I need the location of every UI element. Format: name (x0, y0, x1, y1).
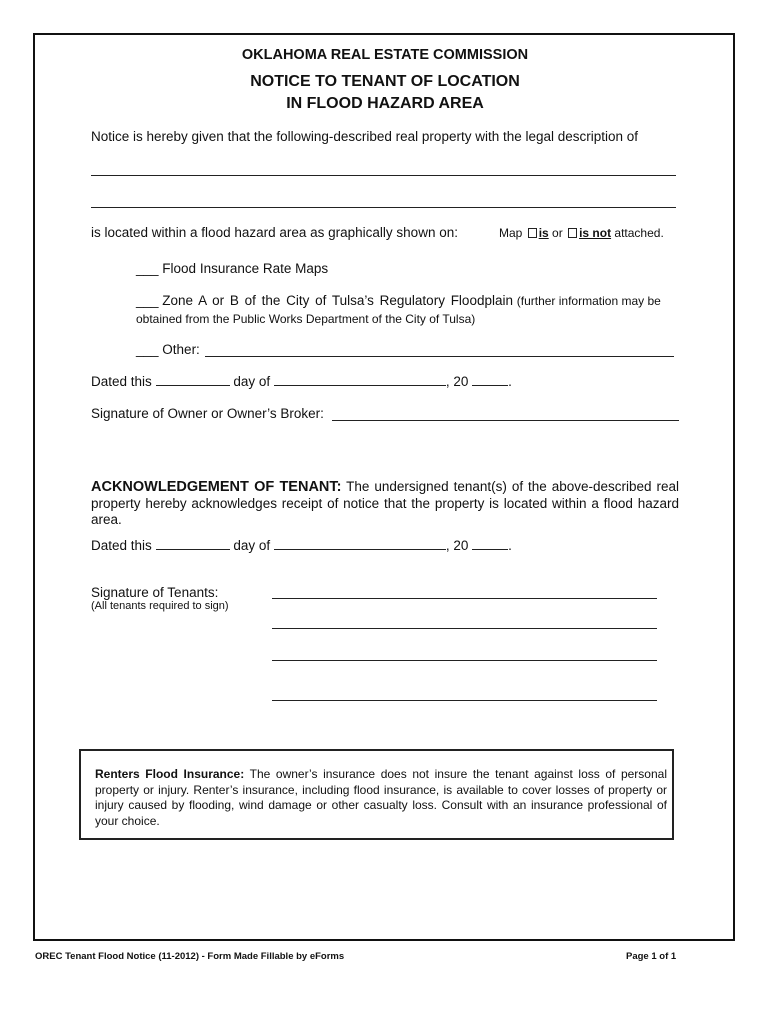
period: . (508, 538, 512, 553)
owner-signature-label: Signature of Owner or Owner’s Broker: (91, 406, 324, 421)
legal-description-line-2[interactable] (91, 207, 676, 208)
owner-dated-row (91, 373, 512, 389)
attached-label: attached. (614, 226, 664, 240)
tenant-signature-line-4[interactable] (272, 700, 657, 701)
dated-this-label: Dated this (91, 538, 152, 553)
tenants-signature-label: Signature of Tenants: (91, 585, 219, 600)
form-title-line1: NOTICE TO TENANT OF LOCATION (250, 73, 520, 90)
option-flood-maps-label: Flood Insurance Rate Maps (162, 261, 329, 276)
acknowledgement-paragraph (91, 479, 679, 529)
option-tulsa-floodplain-label: Zone A or B of the City of Tulsa’s Regulatory Floodplain (162, 293, 513, 308)
map-or-label: or (552, 226, 563, 240)
option-blank: ___ (136, 293, 159, 308)
map-is-not-checkbox[interactable] (568, 228, 577, 238)
map-label: Map (499, 226, 523, 240)
owner-signature-line[interactable] (332, 420, 679, 421)
renters-insurance-text (95, 767, 667, 829)
renters-insurance-body: The owner’s insurance does not insure the tenant against loss of personal property or injury. Renter’s insurance, including flood insurance, is available to cover losses of property or injury caused by flooding, wind damage or other casualty loss. Consult with an insurance professional of your choice. (95, 767, 667, 828)
day-of-label: day of (233, 374, 271, 389)
tenant-dated-row (91, 537, 512, 553)
option-tulsa-note-b: obtained from the Public Works Department of the City of Tulsa) (136, 312, 476, 326)
acknowledgement-heading: ACKNOWLEDGEMENT OF TENANT: (91, 479, 342, 495)
map-is-checkbox[interactable] (528, 228, 537, 238)
tenant-year-field[interactable] (472, 537, 508, 550)
tenant-signature-line-1[interactable] (272, 598, 657, 599)
tenant-signature-line-3[interactable] (272, 660, 657, 661)
footer-form-id: OREC Tenant Flood Notice (11-2012) - Form Made Fillable by eForms (35, 951, 345, 962)
option-blank: ___ (136, 342, 159, 357)
option-flood-maps[interactable] (136, 261, 328, 276)
option-other[interactable] (136, 342, 200, 357)
day-of-label: day of (233, 538, 271, 553)
option-tulsa-floodplain[interactable] (136, 293, 661, 308)
map-attached-row (499, 226, 664, 240)
dated-this-label: Dated this (91, 374, 152, 389)
owner-year-field[interactable] (472, 373, 508, 386)
tenant-signature-line-2[interactable] (272, 628, 657, 629)
period: . (508, 374, 512, 389)
year-prefix: , 20 (445, 538, 469, 553)
acknowledgement-body: The undersigned tenant(s) of the above-described real property hereby acknowledges receipt of notice that the property is located within a flood hazard area. (91, 479, 679, 527)
owner-month-field[interactable] (274, 373, 446, 386)
renters-insurance-heading: Renters Flood Insurance: (95, 767, 245, 781)
located-text: is located within a flood hazard area as graphically shown on: (91, 225, 458, 240)
tenant-month-field[interactable] (274, 537, 446, 550)
map-is-label: is (538, 226, 549, 240)
option-blank: ___ (136, 261, 159, 276)
legal-description-line-1[interactable] (91, 175, 676, 176)
intro-text: Notice is hereby given that the following-described real property with the legal description of (91, 129, 639, 144)
option-other-label: Other: (162, 342, 200, 357)
other-input-line[interactable] (205, 356, 674, 357)
form-title-line2: IN FLOOD HAZARD AREA (286, 95, 484, 112)
owner-day-field[interactable] (156, 373, 230, 386)
agency-name: OKLAHOMA REAL ESTATE COMMISSION (241, 47, 529, 63)
option-tulsa-note-a: (further information may be (516, 294, 661, 308)
tenants-note: (All tenants required to sign) (91, 600, 229, 612)
footer-page-number: Page 1 of 1 (626, 951, 677, 962)
tenant-day-field[interactable] (156, 537, 230, 550)
year-prefix: , 20 (445, 374, 469, 389)
map-is-not-label: is not (579, 226, 612, 240)
